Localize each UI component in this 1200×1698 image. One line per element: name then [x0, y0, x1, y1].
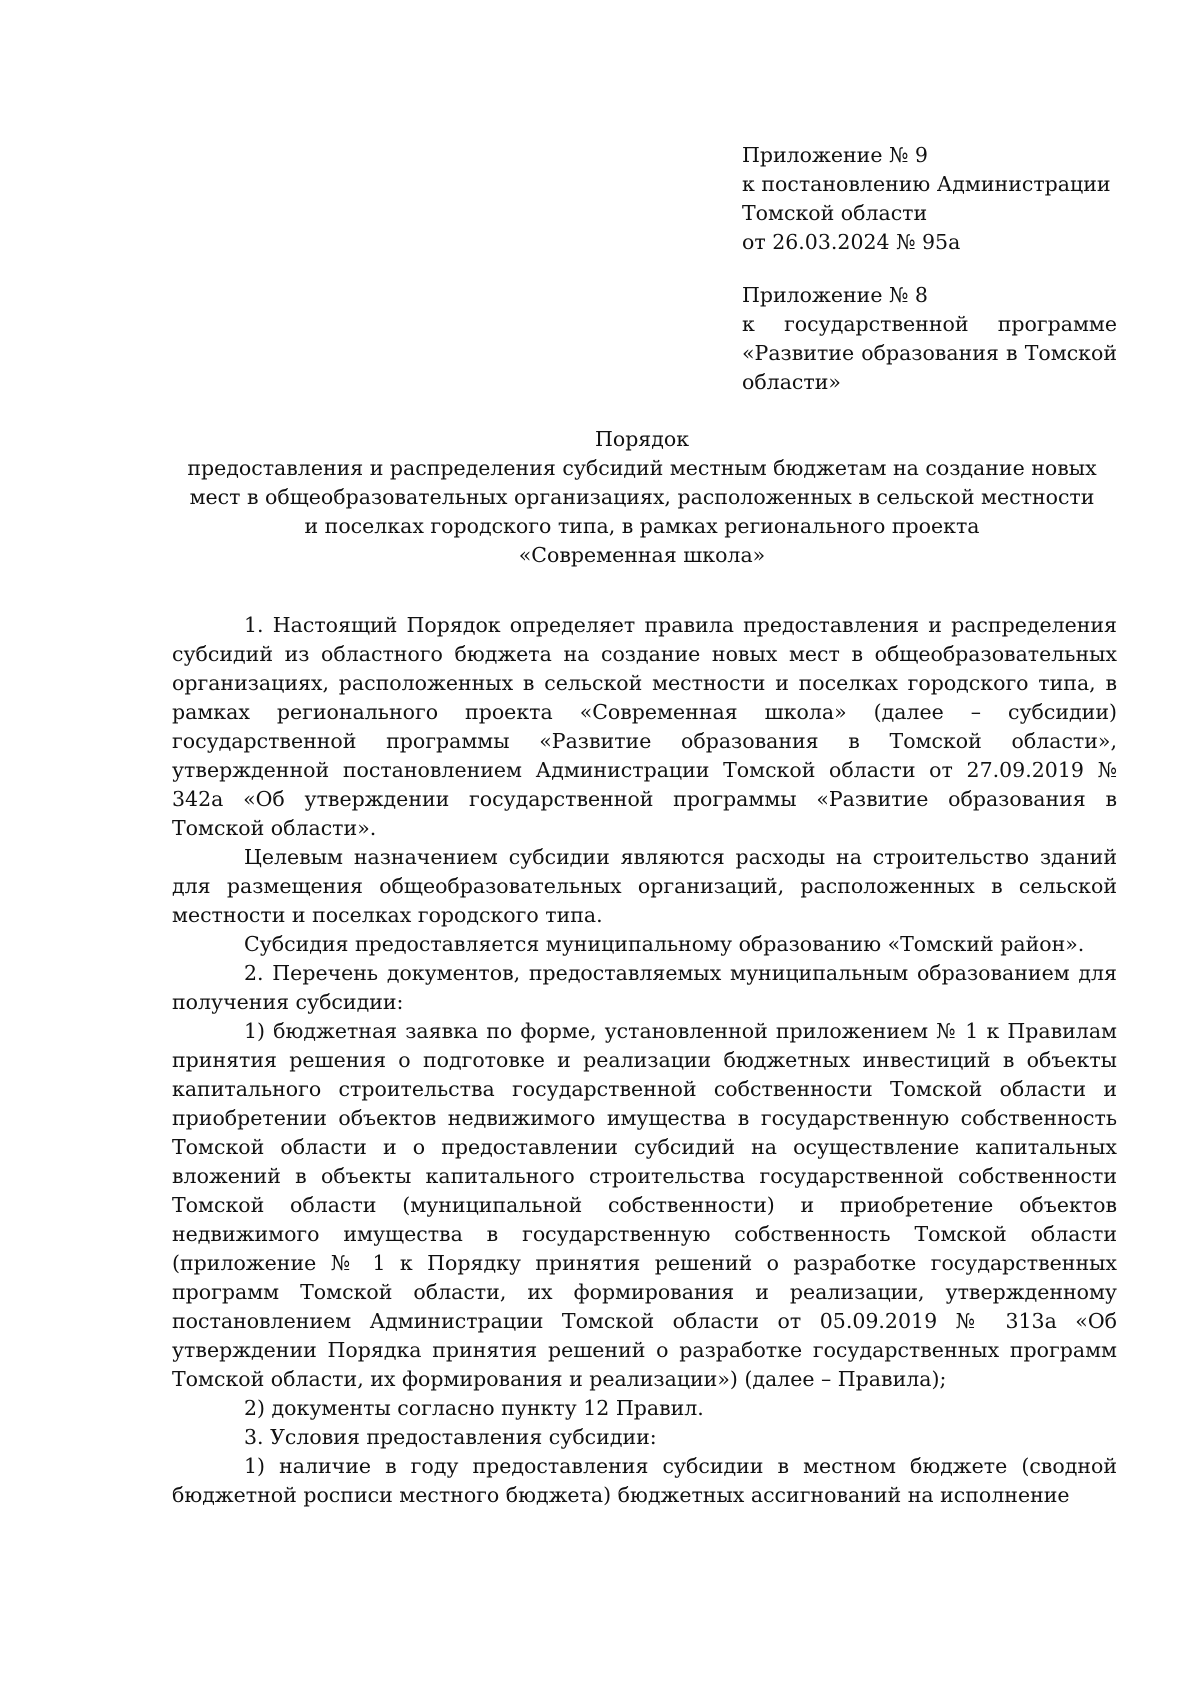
annex-8-program: к государственной программе	[742, 312, 1117, 336]
paragraph-2-item-1: 1) бюджетная заявка по форме, установленной приложением № 1 к Правилам принятия решения о подготовке и реализации бюджетных инвестиций в объекты капитального строительства государственной собственности Томской области и приобретении объектов недвижимого имущества в государственную собственность Томской области и о предоставлении субсидий на осуществление капитальных вложений в объекты капитального строительства государственной собственности Томской области (муниципальной собственности) и приобретение объектов недвижимого имущества в государственную собственность Томской области (приложение № 1 к Порядку принятия решений о разработке государственных программ Томской области, их формирования и реализации, утвержденному постановлением Администрации Томской области от 05.09.2019 № 313а «Об утверждении Порядка принятия решений о разработке государственных программ Томской области, их формирования и реализации») (далее – Правила);	[172, 1019, 1117, 1391]
annex-8-number: Приложение № 8	[742, 283, 928, 307]
paragraph-2-item-2: 2) документы согласно пункту 12 Правил.	[244, 1396, 704, 1420]
paragraph-1-purpose: 1. Настоящий Порядок определяет правила предоставления и распределения субсидий из областного бюджета на создание новых мест в общеобразовательных организациях, расположенных в сельской местности и поселках городского типа, в рамках регионального проекта «Современная школа» (далее – субсидии) государственной программы «Развитие образования в Томской области», утвержденной постановлением Администрации Томской области от 27.09.2019 № 342а «Об утверждении государственной программы «Развитие образования в Томской области».	[172, 613, 1117, 840]
annex-8-header	[742, 281, 1117, 397]
title-line-2: мест в общеобразовательных организациях, расположенных в сельской местности	[189, 485, 1095, 509]
annex-9-date: от 26.03.2024 № 95а	[742, 230, 961, 254]
annex-9-decree: к постановлению Администрации	[742, 172, 1111, 196]
title-line-3: и поселках городского типа, в рамках регионального проекта	[304, 514, 980, 538]
annex-8-program-name-end: области»	[742, 370, 841, 394]
paragraph-recipient: Субсидия предоставляется муниципальному образованию «Томский район».	[244, 932, 1085, 956]
paragraph-3-item-1: 1) наличие в году предоставления субсидии в местном бюджете (сводной бюджетной росписи местного бюджета) бюджетных ассигнований на исполнение	[172, 1454, 1117, 1507]
paragraph-2-documents: 2. Перечень документов, предоставляемых муниципальным образованием для получения субсидии:	[172, 961, 1117, 1014]
title-line-4: «Современная школа»	[518, 543, 766, 567]
annex-9-header	[742, 141, 1117, 257]
paragraph-3-conditions: 3. Условия предоставления субсидии:	[244, 1425, 657, 1449]
annex-9-region: Томской области	[742, 201, 928, 225]
paragraph-target: Целевым назначением субсидии являются расходы на строительство зданий для размещения общеобразовательных организаций, расположенных в сельской местности и поселках городского типа.	[172, 845, 1117, 927]
annex-9-number: Приложение № 9	[742, 143, 928, 167]
title-heading: Порядок	[594, 427, 690, 451]
title-line-1: предоставления и распределения субсидий местным бюджетам на создание новых	[187, 456, 1097, 480]
document-body	[172, 611, 1117, 1510]
document-title	[172, 425, 1112, 570]
annex-8-program-name: «Развитие образования в Томской	[742, 341, 1117, 365]
